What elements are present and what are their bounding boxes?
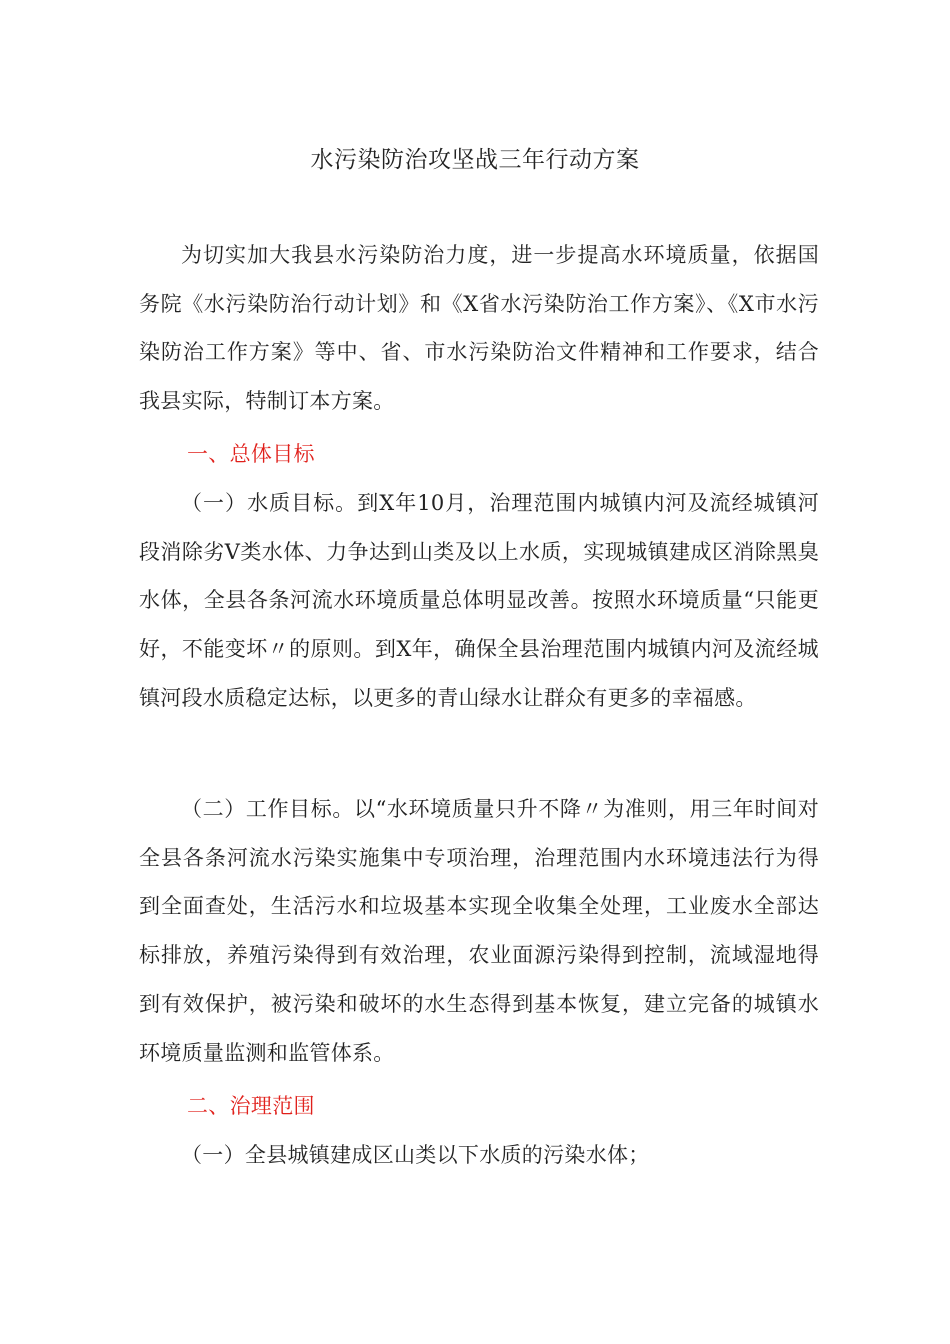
paragraph-water-quality-goal: （一）水质目标。到X年10月，治理范围内城镇内河及流经城镇河段消除劣V类水体、力争达到山类及以上水质，实现城镇建成区消除黑臭水体，全县各条河流水环境质量总体明显改善。按照水环境质量“只能更好，不能变坏〃的原则。到X年，确保全县治理范围内城镇内河及流经城镇河段水质稳定达标，以更多的青山绿水让群众有更多的幸福感。: [139, 491, 819, 710]
document-title: 水污染防治攻坚战三年行动方案: [310, 147, 640, 173]
paragraph-work-goal: （二）工作目标。以“水环境质量只升不降〃为准则，用三年时间对全县各条河流水污染实施集中专项治理，治理范围内水环境违法行为得到全面查处，生活污水和垃圾基本实现全收集全处理，工业废水全部达标排放，养殖污染得到有效治理，农业面源污染得到控制，流域湿地得到有效保护，被污染和破坏的水生态得到基本恢复，建立完备的城镇水环境质量监测和监管体系。: [139, 797, 819, 1065]
section-heading-overall-goals: 一、总体目标: [187, 442, 315, 466]
section-heading-governance-scope: 二、治理范围: [187, 1094, 315, 1118]
intro-paragraph: 为切实加大我县水污染防治力度，进一步提高水环境质量，依据国务院《水污染防治行动计划》和《X省水污染防治工作方案》、《X市水污染防治工作方案》等中、省、市水污染防治文件精神和工作要求，结合我县实际，特制订本方案。: [139, 243, 819, 414]
paragraph-scope-item-1: （一）全县城镇建成区山类以下水质的污染水体；: [181, 1143, 650, 1167]
